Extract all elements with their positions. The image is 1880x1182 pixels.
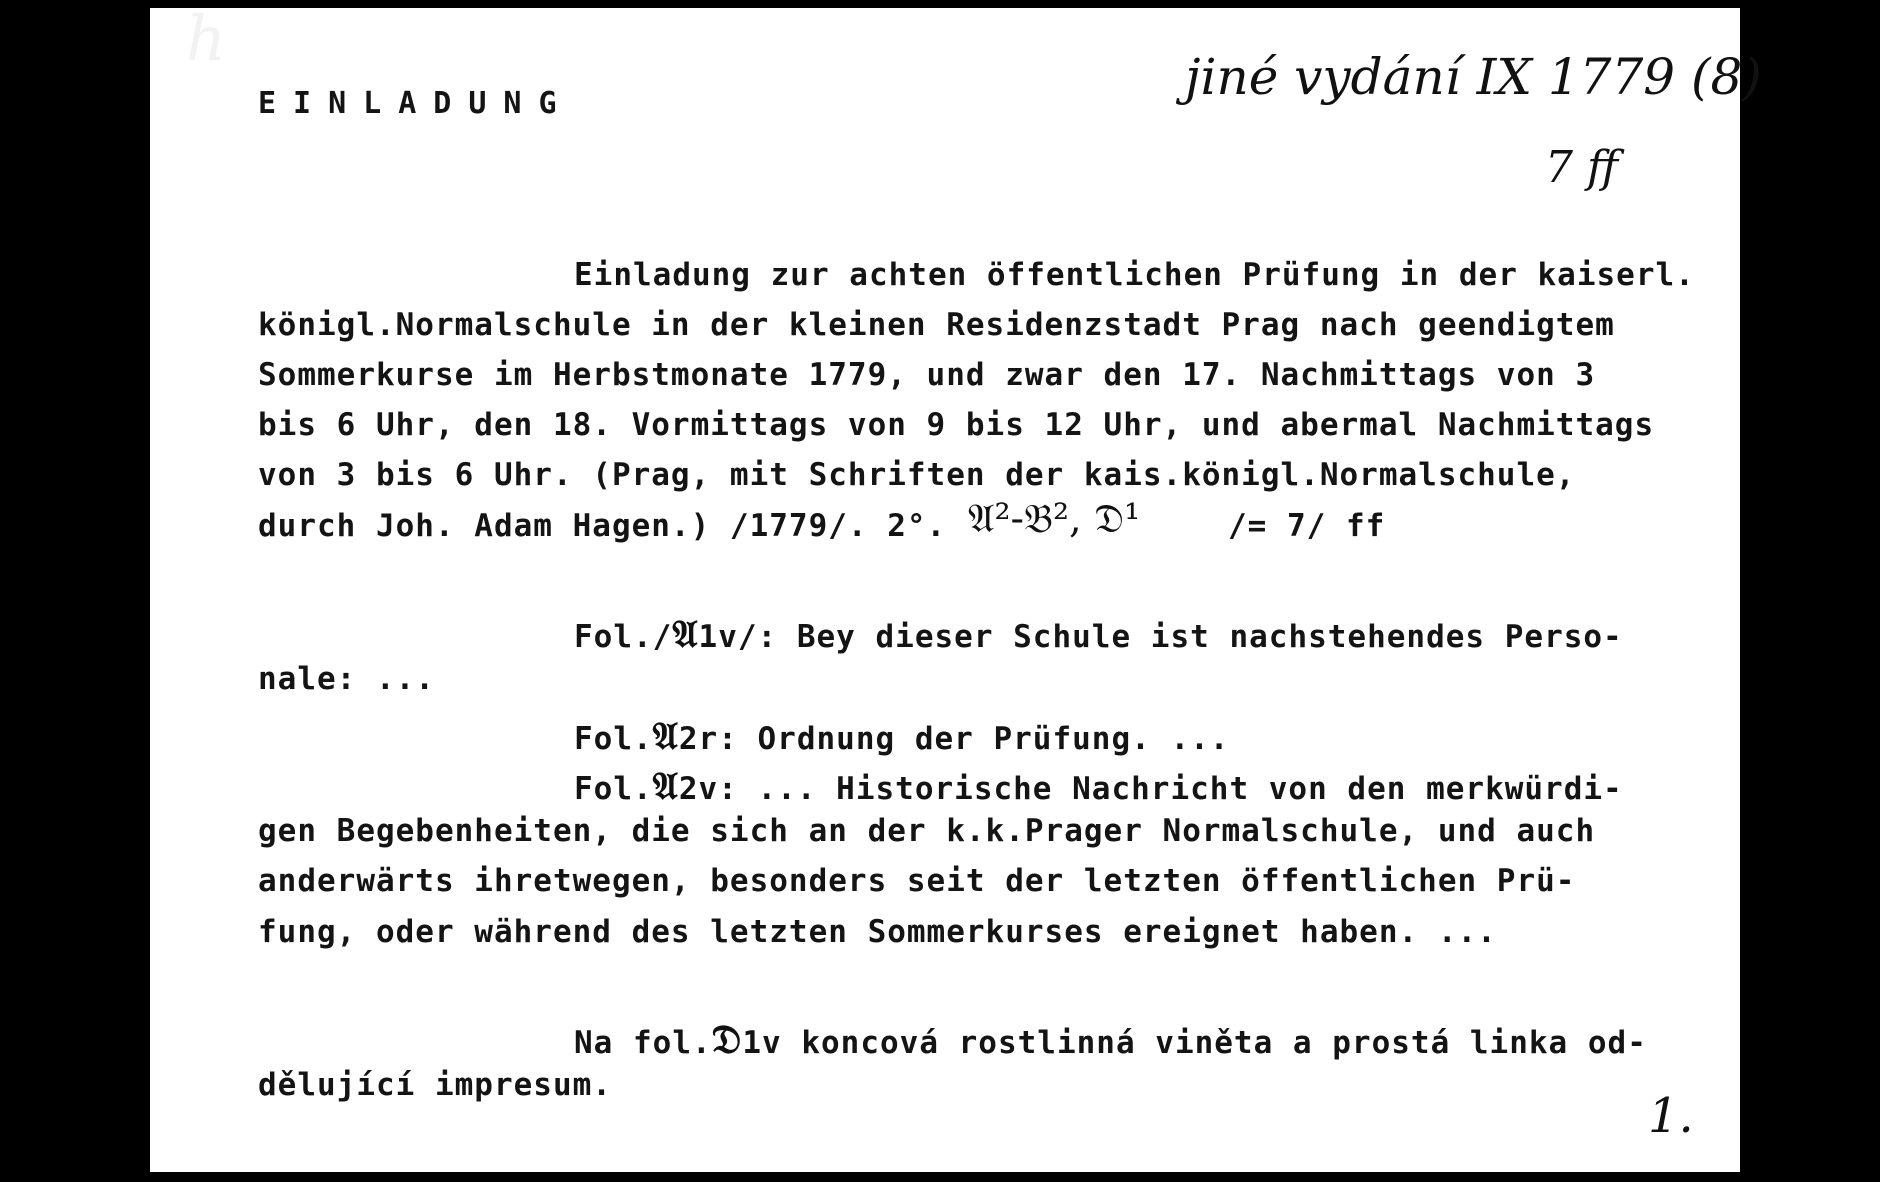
corner-handwritten-mark: h [186,2,226,75]
body-text-line: bis 6 Uhr, den 18. Vormittags von 9 bis 12 Uhr, und abermal Nachmittags [258,407,1655,443]
folio-line [574,611,1623,657]
folio-prefix: Fol./ [574,619,673,655]
handwritten-signature: 𝔄 [652,713,679,758]
handwritten-signature: 𝔇 [711,1016,743,1063]
body-text-line: anderwärts ihretwegen, besonders seit der letzten öffentlichen Prü- [258,863,1576,899]
body-text-line: Einladung zur achten öffentlichen Prüfung in der kaiserl. [574,257,1695,293]
folio-line [574,763,1623,809]
handwritten-signature: 𝔄 [652,763,679,808]
folio-text: 1v/: Bey dieser Schule ist nachstehendes Perso- [698,619,1623,655]
note-line [574,1016,1647,1063]
body-text-line: Sommerkurse im Herbstmonate 1779, und zwar den 17. Nachmittags von 3 [258,357,1596,393]
body-text-line: durch Joh. Adam Hagen.) /1779/. 2°. [258,508,947,544]
handwritten-signature: 𝔄 [672,611,699,656]
card-title: EINLADUNG [258,86,574,121]
handwritten-collation: 𝔄²-𝔅², 𝔇¹ [968,496,1141,542]
handwritten-page-number: 1. [1648,1088,1694,1144]
body-text-line: von 3 bis 6 Uhr. (Prag, mit Schriften der kais.königl.Normalschule, [258,457,1576,493]
body-text-line: königl.Normalschule in der kleinen Residenzstadt Prag nach geendigtem [258,307,1615,343]
body-text-line: /= 7/ ff [1228,508,1386,544]
folio-text: 2r: Ordnung der Prüfung. ... [678,721,1230,757]
handwritten-leaf-count: 7 ff [1545,142,1619,193]
folio-text: 2v: ... Historische Nachricht von den merkwürdi- [678,771,1623,807]
note-text: 1v koncová rostlinná viněta a prostá linka od- [742,1025,1647,1061]
catalog-card [150,8,1740,1172]
body-text-line: gen Begebenheiten, die sich an der k.k.Prager Normalschule, und auch [258,813,1596,849]
folio-prefix: Fol. [574,771,653,807]
body-text-line: dělující impresum. [258,1067,612,1103]
folio-line [574,713,1229,759]
handwritten-edition-note: jiné vydání IX 1779 (8) [1185,48,1762,106]
body-text-line: fung, oder während des letzten Sommerkurses ereignet haben. ... [258,914,1497,950]
folio-prefix: Fol. [574,721,653,757]
body-text-line: nale: ... [258,661,435,697]
note-prefix: Na fol. [574,1025,712,1061]
